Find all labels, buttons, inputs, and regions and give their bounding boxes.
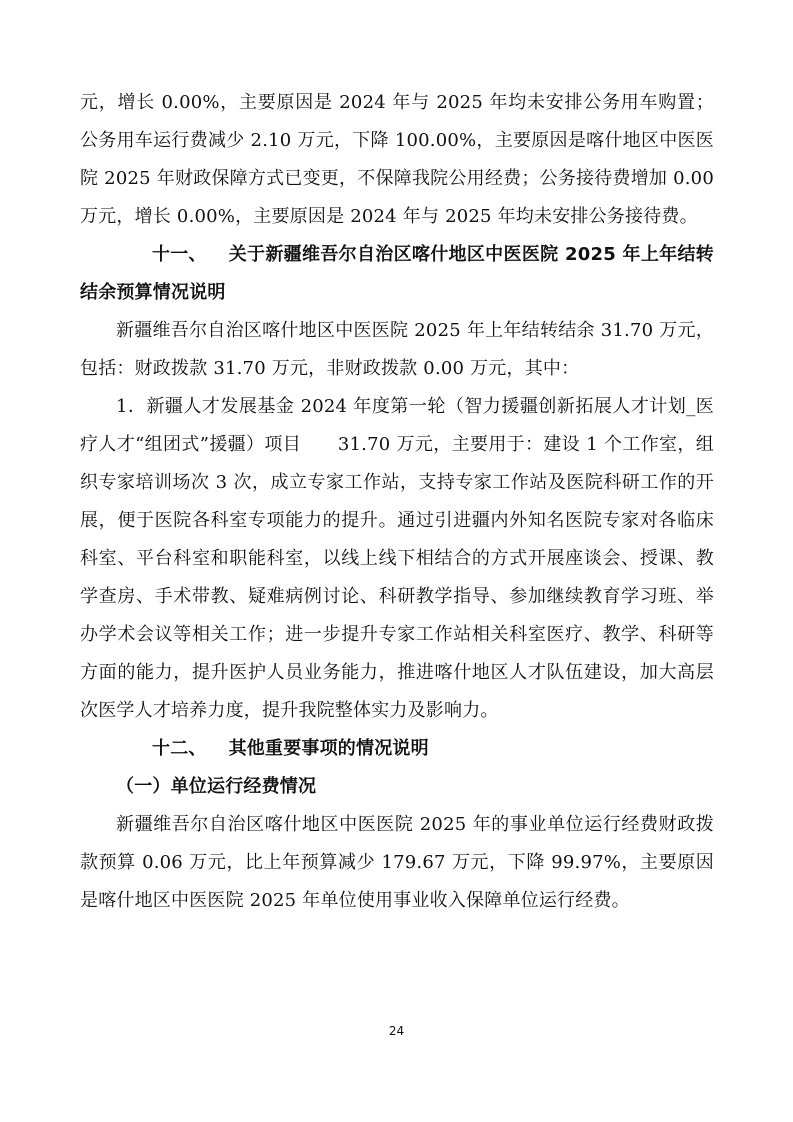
continued-paragraph: 元，增长 0.00%，主要原因是 2024 年与 2025 年均未安排公务用车购置；公务用车运行费减少 2.10 万元，下降 100.00%，主要原因是喀什地区中医医院 2025 年财政保障方式已变更，不保障我院公用经费；公务接待费增加 0.00 万元，增长 0.00%，主要原因是 2024 年与 2025 年均未安排公务接待费。 <box>80 92 714 227</box>
section-11-number: 十一、 <box>152 244 207 265</box>
section-12-title: 其他重要事项的情况说明 <box>228 738 429 759</box>
page-content <box>80 84 714 920</box>
page-number: 24 <box>388 1024 405 1038</box>
section-11-intro: 新疆维吾尔自治区喀什地区中医医院 2025 年上年结转结余 31.70 万元，包括：财政拨款 31.70 万元，非财政拨款 0.00 万元，其中： <box>80 320 714 379</box>
section-12-number: 十二、 <box>152 738 207 759</box>
section-11-heading <box>80 236 714 312</box>
section-11-title: 关于新疆维吾尔自治区喀什地区中医医院 2025 年上年结转结余预算情况说明 <box>80 244 714 303</box>
subsection-1-heading: （一）单位运行经费情况 <box>116 776 317 797</box>
section-11-item-1: 1．新疆人才发展基金 2024 年度第一轮（智力援疆创新拓展人才计划_医疗人才“组团式”援疆）项目 31.70 万元，主要用于：建设 1 个工作室，组织专家培训场次 3 次，成立专家工作站，支持专家工作站及医院科研工作的开展，便于医院各科室专项能力的提升。通过引进疆内外知名医院专家对各临床科室、平台科室和职能科室，以线上线下相结合的方式开展座谈会、授课、教学查房、手术带教、疑难病例讨论、科研教学指导、参加继续教育学习班、举办学术会议等相关工作；进一步提升专家工作站相关科室医疗、教学、科研等方面的能力，提升医护人员业务能力，推进喀什地区人才队伍建设，加大高层次医学人才培养力度，提升我院整体实力及影响力。 <box>80 396 714 721</box>
section-12-heading <box>80 730 714 768</box>
subsection-1-text: 新疆维吾尔自治区喀什地区中医医院 2025 年的事业单位运行经费财政拨款预算 0.06 万元，比上年预算减少 179.67 万元，下降 99.97%，主要原因是喀什地区中医医院 2025 年单位使用事业收入保障单位运行经费。 <box>80 814 714 911</box>
